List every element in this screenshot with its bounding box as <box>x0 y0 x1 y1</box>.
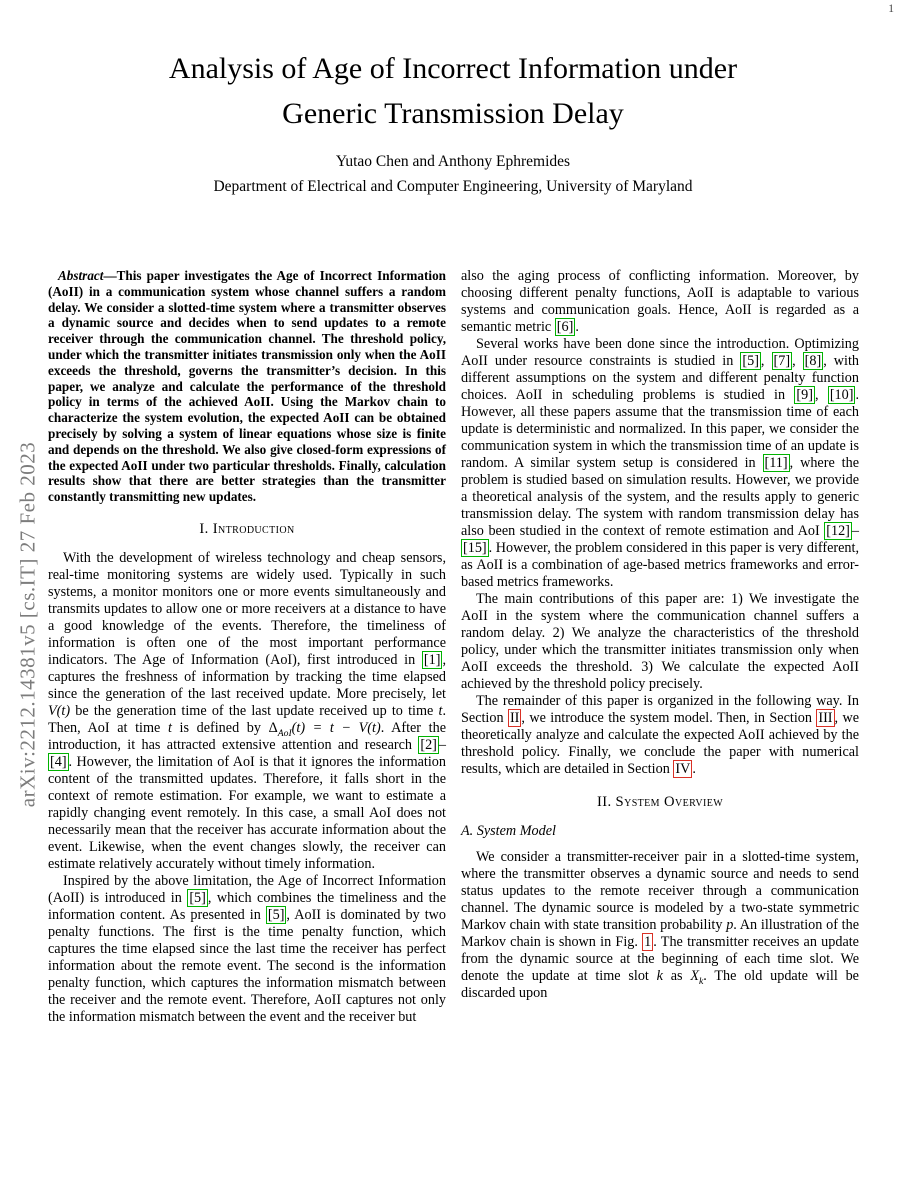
citation-link[interactable]: [15] <box>463 540 487 556</box>
math-inline: p <box>726 917 734 933</box>
body-paragraph <box>461 591 859 693</box>
body-paragraph <box>48 550 446 873</box>
text-run: . <box>575 319 579 335</box>
text-run: also the aging process of conflicting information. Moreover, by choosing different penalty functions, AoII is adaptable to various systems and communication goals. Hence, AoII is regarded as a semantic metric <box>461 268 859 335</box>
citation-link[interactable]: [12] <box>826 523 850 539</box>
citation-link[interactable]: [5] <box>267 906 285 923</box>
internal-ref-link[interactable]: IV <box>675 761 691 777</box>
text-run: The remainder of this paper is organized in the following way. In Section <box>461 693 859 726</box>
citation-link[interactable]: [5] <box>742 353 759 369</box>
text-run: be the generation time of the last update received up to time <box>70 702 439 719</box>
subsection-heading: A. System Model <box>461 823 556 839</box>
text-run: We consider a transmitter-receiver pair in a slotted-time system, where the transmitter observes a dynamic source and needs to send status updates to the remote receiver through a communication channel. The dynamic source is modeled by a two-state symmetric Markov chain with state transition probability <box>461 849 859 933</box>
citation-link[interactable]: [7] <box>773 353 791 369</box>
citation-link[interactable]: [2] <box>420 736 437 753</box>
left-column <box>48 268 446 1026</box>
text-run: as <box>662 968 691 984</box>
math-inline: t <box>438 702 443 719</box>
abstract-paragraph <box>48 268 446 505</box>
text-run: , where the problem is studied based on simulation results. However, we provide a theoretical analysis of the system, and the results apply to generic transmission delay. The system with random transmission delay has also been studied in the context of remote estimation and AoI <box>461 455 859 539</box>
text-run: . However, the limitation of AoI is that it ignores the information content of the transmitted updates. Therefore, it falls short in the context of remote estimation. For example, we want to estimate a rapidly changing event remotely. In this case, a small AoI does not necessarily mean that the receiver has accurate information about the event. Likewise, when the event changes slowly, the receiver can estimate relatively accurately without timely information. <box>48 753 446 872</box>
body-paragraph <box>461 849 859 1002</box>
text-run: . An illustration of the Markov chain is shown in Fig. <box>461 917 859 950</box>
paper-header <box>0 46 906 196</box>
citation-link[interactable]: [5] <box>189 889 206 906</box>
math-inline: (t) = t − V(t) <box>291 719 381 736</box>
section-heading: I. Introduction <box>199 520 295 537</box>
text-run: , we theoretically analyze and calculate the expected AoII achieved by the threshold policy. Finally, we conclude the paper with numerical results, which are detailed in Section <box>461 710 860 777</box>
text-run: The main contributions of this paper are: 1) We investigate the AoII in the system where the communication channel suffers a random delay. 2) We analyze the characteristics of the threshold policy, under which the transmitter initiates transmission only when AoII exceeds the threshold. 3) We calculate the expected AoII achieved by the threshold policy precisely. <box>461 591 859 692</box>
text-run: , which combines the timeliness and the information content. As presented in <box>48 889 446 923</box>
math-subscript: AoI <box>277 727 292 739</box>
text-run: . <box>692 761 696 777</box>
text-run: , <box>760 353 772 369</box>
page-number: 1 <box>888 3 894 15</box>
text-run: With the development of wireless technology and cheap sensors, real-time monitoring systems are widely used. Typically in such systems, a monitor monitors one or more events simultaneously and transmits updates to allow one or more receivers at a distance to have a good knowledge of the events. Therefore, the timeliness of information is often one of the most important performance indicators. The Age of Information (AoI), first introduced in <box>48 549 446 668</box>
section-heading: II. System Overview <box>596 794 724 810</box>
paper-affiliation: Department of Electrical and Computer Engineering, University of Maryland <box>213 178 693 195</box>
right-column <box>461 268 859 1002</box>
text-run: , with different assumptions on the system and different penalty function choices. AoII in scheduling problems is studied in <box>461 353 860 403</box>
text-run: . However, the problem considered in this paper is very different, as AoII is a combination of age-based metrics frameworks and error-based metrics frameworks. <box>461 540 859 590</box>
internal-ref-link[interactable]: II <box>509 710 520 726</box>
text-run: – <box>851 523 859 539</box>
math-inline: V(t) <box>48 702 71 719</box>
paper-title-line-2: Generic Transmission Delay <box>282 97 624 130</box>
text-run: . The old update will be discarded upon <box>461 968 859 1001</box>
paper-authors: Yutao Chen and Anthony Ephremides <box>335 153 571 170</box>
citation-link[interactable]: [10] <box>829 387 854 403</box>
paper-title <box>0 46 906 136</box>
text-run: is defined by Δ <box>171 719 278 736</box>
math-subscript: k <box>699 975 704 987</box>
text-run: , AoII is dominated by two penalty functions. The first is the time penalty function, which captures the time elapsed since the last time the receiver has perfect information about the remote event. The second is the information penalty function, which captures the information mismatch between the receiver and the remote event. Therefore, AoII captures not only the information mismatch between the event and the receiver but <box>48 906 446 1025</box>
math-inline: k <box>656 968 663 984</box>
text-run: —This paper investigates the Age of Incorrect Information (AoII) in a communication system whose channel suffers a random delay. We consider a slotted-time system where a transmitter observes a dynamic source and decides when to send updates to a remote receiver through the communication channel. The threshold policy, under which the transmitter initiates transmission only when the AoII exceeds the threshold, governs the transmitter’s decision. In this paper, we analyze and calculate the performance of the threshold policy in terms of the achieved AoII. Using the Markov chain to characterize the system evolution, the expected AoII can be obtained precisely by solving a system of linear equations whose size is finite and depends on the threshold. We also give closed-form expressions of the expected AoII under two particular thresholds. Finally, calculation results show that there are better strategies than the transmitter constantly transmitting new updates. <box>48 268 446 505</box>
text-run: . However, all these papers assume that the transmission time of each update is deterministic and normalized. In this paper, we consider the communication system in which the transmission time of an update is random. A similar system setup is considered in <box>461 387 860 471</box>
text-run: . After the introduction, it has attracted extensive attention and research <box>48 719 446 753</box>
internal-ref-link[interactable]: 1 <box>644 934 652 950</box>
text-run: Several works have been done since the introduction. Optimizing AoII under resource constraints is studied in <box>461 336 859 369</box>
body-paragraph <box>461 268 859 336</box>
text-run: Inspired by the above limitation, the Age of Incorrect Information (AoII) is introduced in <box>48 872 446 906</box>
citation-link[interactable]: [11] <box>764 455 788 471</box>
citation-link[interactable]: [4] <box>50 753 67 770</box>
text-run: , captures the freshness of information by tracking the time elapsed since the generation of the last received update. More precisely, let <box>48 651 446 702</box>
text-run: Abstract <box>58 268 104 283</box>
text-run: – <box>438 736 446 753</box>
arxiv-identifier: arXiv:2212.14381v5 [cs.IT] 27 Feb 2023 <box>15 441 40 808</box>
internal-ref-link[interactable]: III <box>818 710 833 726</box>
text-run: . The transmitter receives an update from the dynamic source at the beginning of each time slot. We denote the update at time slot <box>461 934 859 984</box>
citation-link[interactable]: [6] <box>556 319 574 335</box>
text-run: , <box>792 353 803 369</box>
math-inline: X <box>690 968 700 984</box>
text-run: . Then, AoI at time <box>48 702 446 736</box>
citation-link[interactable]: [9] <box>796 387 813 403</box>
paper-title-line-1: Analysis of Age of Incorrect Information under <box>168 52 738 85</box>
citation-link[interactable]: [1] <box>423 651 441 668</box>
body-paragraph <box>461 693 859 778</box>
text-run: , <box>814 387 828 403</box>
text-run: , we introduce the system model. Then, in Section <box>521 710 817 726</box>
body-paragraph <box>461 336 859 591</box>
math-inline: t <box>167 719 172 736</box>
body-paragraph <box>48 873 446 1026</box>
citation-link[interactable]: [8] <box>804 353 822 369</box>
